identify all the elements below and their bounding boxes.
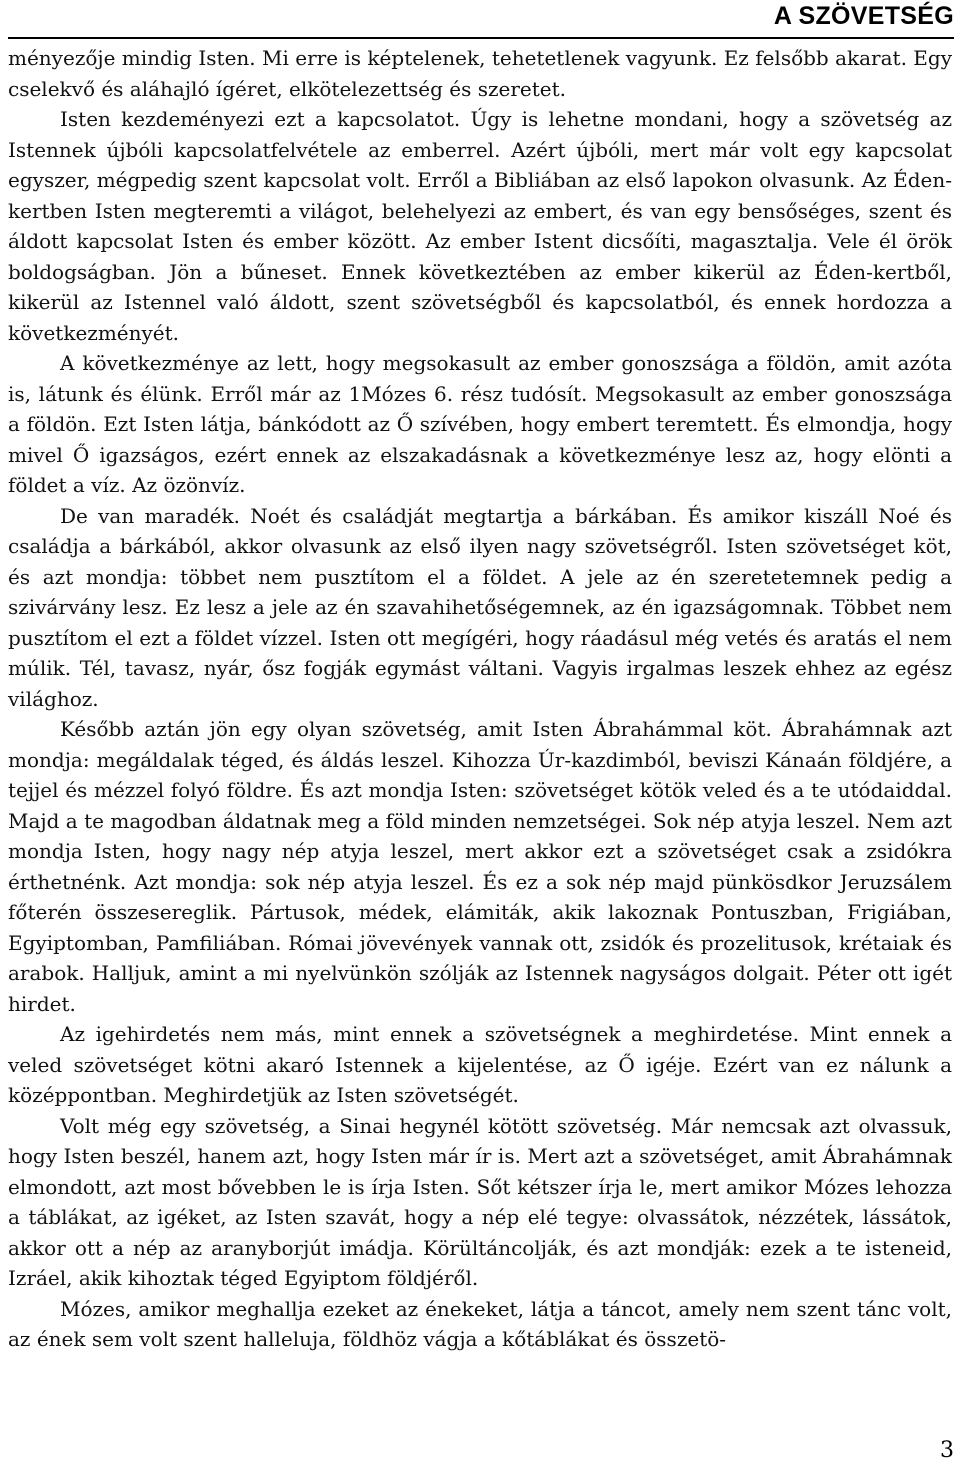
paragraph: Mózes, amikor meghallja ezeket az énekeket, látja a táncot, amely nem szent tánc volt, az ének sem volt szent halleluja, földhöz vágja a kőtáblákat és összetö-	[8, 1296, 952, 1351]
paragraph: De van maradék. Noét és családját megtartja a bárkában. És amikor kiszáll Noé és családja a bárkából, akkor olvasunk az első ilyen nagy szövetségről. Isten szövetséget köt, és azt mondja: többet nem pusztítom el a földet. A jele az én szeretetemnek pedig a szivárvány lesz. Ez lesz a jele az én szavahihetőségemnek, az én igazságomnak. Többet nem pusztítom el ezt a földet vízzel. Isten ott megígéri, hogy ráadásul még vetés és aratás el nem múlik. Tél, tavasz, nyár, ősz fogják egymást váltani. Vagyis irgalmas leszek ehhez az egész világhoz.	[8, 503, 952, 711]
header-rule	[8, 37, 954, 39]
running-header-title: A SZÖVETSÉG	[773, 2, 954, 30]
body-text	[8, 43, 952, 1355]
page-number: 3	[940, 1438, 954, 1463]
paragraph: A következménye az lett, hogy megsokasult az ember gonoszsága a földön, amit azóta is, látunk és élünk. Erről már az 1Mózes 6. rész tudósít. Megsokasult az ember gonoszsága a földön. Ezt Isten látja, bánkódott az Ő szívében, hogy embert teremtett. És elmondja, hogy mivel Ő igazságos, ezért ennek az elszakadásnak a következménye lesz az, hogy elönti a földet a víz. Az özönvíz.	[8, 351, 952, 497]
paragraph-continuation: ményezője mindig Isten. Mi erre is képtelenek, tehetetlenek vagyunk. Ez felsőbb akarat. Egy cselekvő és aláhajló ígéret, elkötelezettség és szeretet.	[8, 46, 952, 101]
paragraph: Isten kezdeményezi ezt a kapcsolatot. Úgy is lehetne mondani, hogy a szövetség az Istennek újbóli kapcsolatfelvétele az emberrel. Azért újbóli, mert már volt egy kapcsolat egyszer, mégpedig szent kapcsolat volt. Erről a Bibliában az első lapokon olvasunk. Az Éden-kertben Isten megteremti a világot, belehelyezi az embert, és van egy bensőséges, szent és áldott kapcsolat Isten és ember között. Az ember Istent dicsőíti, magasztalja. Vele él örök boldogságban. Jön a bűneset. Ennek következtében az ember kikerül az Éden-kertből, kikerül az Istennel való áldott, szent szövetségből és kapcsolatból, és ennek hordozza a következményét.	[8, 107, 952, 345]
paragraph: Volt még egy szövetség, a Sinai hegynél kötött szövetség. Már nemcsak azt olvassuk, hogy Isten beszél, hanem azt, hogy Isten már ír is. Mert azt a szövetséget, amit Ábrahámnak elmondott, azt most bővebben le is írja Isten. Sőt kétszer írja le, mert amikor Mózes lehozza a táblákat, az igéket, az Isten szavát, hogy a nép elé tegye: olvassátok, nézzétek, lássátok, akkor ott a nép az aranyborjút imádja. Körültáncolják, és azt mondják: ezek a te isteneid, Izráel, akik kihoztak téged Egyiptom földjéről.	[8, 1113, 952, 1290]
paragraph: Az igehirdetés nem más, mint ennek a szövetségnek a meghirdetése. Mint ennek a veled szövetséget kötni akaró Istennek a kijelentése, az Ő igéje. Ezért van ez nálunk a középpontban. Meghirdetjük az Isten szövetségét.	[8, 1022, 952, 1107]
paragraph: Később aztán jön egy olyan szövetség, amit Isten Ábrahámmal köt. Ábrahámnak azt mondja: megáldalak téged, és áldás leszel. Kihozza Úr-kazdimból, beviszi Kánaán földjére, a tejjel és mézzel folyó földre. És azt mondja Isten: szövetséget kötök veled és a te utódaiddal. Majd a te magodban áldatnak meg a föld minden nemzetségei. Sok nép atyja leszel. Nem azt mondja Isten, hogy nagy nép atyja leszel, mert akkor ezt a szövetséget csak a zsidókra érthetnénk. Azt mondja: sok nép atyja leszel. És ez a sok nép majd pünkösdkor Jeruzsálem főterén összesereglik. Pártusok, médek, elámiták, akik lakoznak Pontuszban, Frigiában, Egyiptomban, Pamfiliában. Római jövevények vannak ott, zsidók és prozelitusok, krétaiak és arabok. Halljuk, amint a mi nyelvünkön szólják az Istennek nagyságos dolgait. Péter ott igét hirdet.	[8, 717, 952, 1016]
